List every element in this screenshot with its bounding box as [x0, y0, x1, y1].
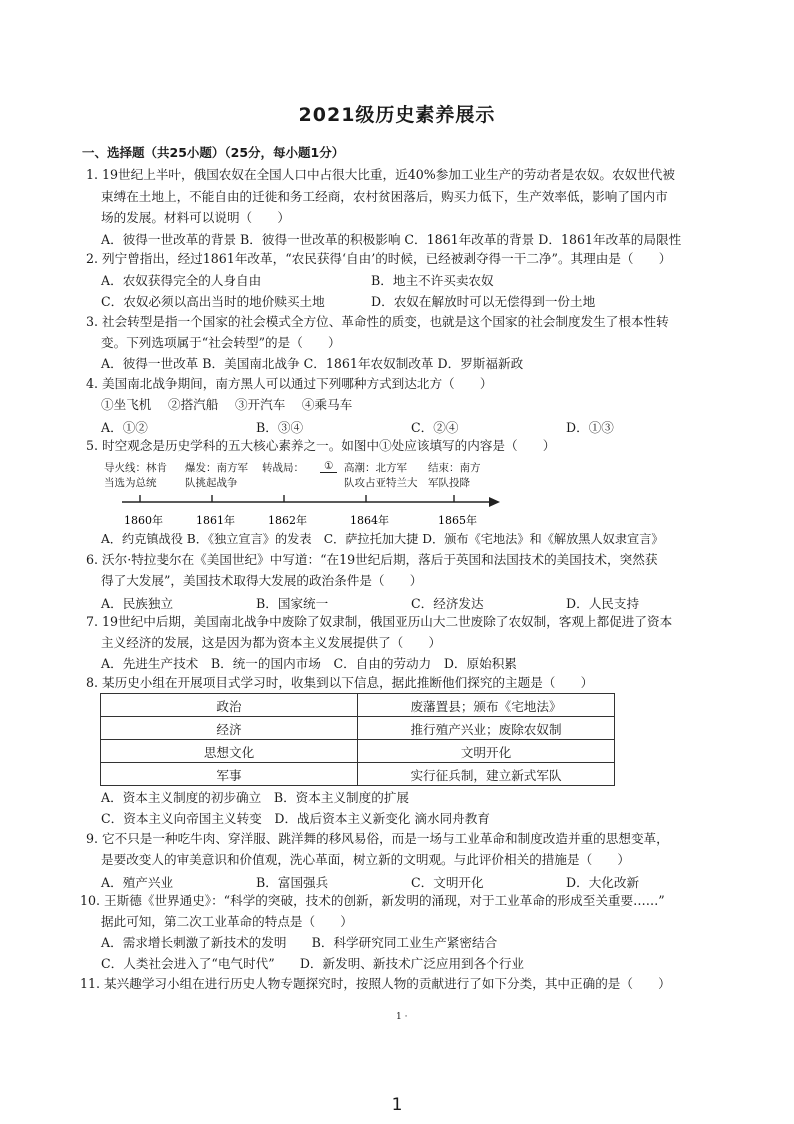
q2-stem: 2. 列宁曾指出，经过1861年改革，“农民获得‘自由’的时候，已经被剥夺得一干二净”。其理由是（ ） — [86, 251, 672, 266]
q6-stem-line2: 得了大发展”，美国技术取得大发展的政治条件是（ ） — [101, 573, 423, 588]
q9-option-a: A．殖产兴业 — [101, 875, 174, 890]
q4-options — [101, 417, 721, 436]
q6-stem-line1: 6. 沃尔·特拉斐尔在《美国世纪》中写道：“在19世纪后期，落后于英国和法国技术的美国技术，突然获 — [86, 552, 658, 567]
q3-stem-line1: 3. 社会转型是指一个国家的社会模式全方位、革命性的质变，也就是这个国家的社会制度发生了根本性转 — [86, 314, 669, 329]
q1-stem-line2: 束缚在土地上，不能自由的迁徙和务工经商，农村贫困落后，购买力低下，生产效率低，影响了国内市 — [101, 189, 668, 204]
q1-stem-line3: 场的发展。材料可以说明（ ） — [101, 210, 290, 225]
q7-stem-line1: 7. 19世纪中后期，美国南北战争中废除了奴隶制，俄国亚历山大二世废除了农奴制，客观上都促进了资本 — [86, 614, 673, 629]
table-row — [101, 694, 615, 717]
q7-options: A．先进生产技术 B．统一的国内市场 C．自由的劳动力 D．原始积累 — [101, 656, 517, 671]
timeline-label-1865-top: 结束：南方 — [428, 462, 481, 474]
q2-option-a: A．农奴获得完全的人身自由 — [101, 273, 262, 288]
timeline-year-1860: 1860年 — [124, 514, 163, 527]
table-row — [101, 740, 615, 763]
q1-options: A．彼得一世改革的背景 B．彼得一世改革的积极影响 C．1861年改革的背景 D．1861年改革的局限性 — [101, 232, 682, 247]
timeline-label-1864-bottom: 队攻占亚特兰大 — [344, 477, 418, 489]
q6-option-c: C．经济发达 — [411, 596, 484, 611]
q9-stem-line1: 9. 它不只是一种吃牛肉、穿洋服、跳洋舞的移风易俗，而是一场与工业革命和制度改造并重的思想变革， — [86, 831, 669, 846]
q8-stem: 8. 某历史小组在开展项目式学习时，收集到以下信息，据此推断他们探究的主题是（ ） — [86, 675, 594, 690]
q4-choices: ①坐飞机 ②搭汽船 ③开汽车 ④乘马车 — [101, 397, 353, 412]
timeline-label-1862: 转战局： — [262, 462, 304, 474]
table-cell: 经济 — [101, 717, 358, 740]
q4-option-b: B．③④ — [256, 420, 304, 435]
timeline-year-1865: 1865年 — [438, 514, 477, 527]
q5-options: A．约克镇战役 B．《独立宣言》的发表 C．萨拉托加大捷 D．颁布《宅地法》和《解放黑人奴隶宣言》 — [101, 532, 664, 546]
table-cell: 思想文化 — [101, 740, 358, 763]
q6-option-d: D．人民支持 — [566, 596, 640, 611]
q2-option-b: B．地主不许买卖农奴 — [371, 273, 494, 288]
q4-stem: 4. 美国南北战争期间，南方黑人可以通过下列哪种方式到达北方（ ） — [86, 376, 493, 391]
q9-options — [101, 872, 721, 891]
q6-option-a: A．民族独立 — [101, 596, 174, 611]
q10-stem-line2: 据此可知，第二次工业革命的特点是（ ） — [101, 914, 353, 929]
q10-stem-line1: 10. 王斯德《世界通史》：“科学的突破，技术的创新，新发明的涌现，对于工业革命的形成至关重要……” — [80, 893, 665, 908]
timeline-label-1860-top: 导火线：林肯 — [104, 462, 167, 474]
table-cell: 文明开化 — [358, 740, 615, 763]
q9-option-d: D．大化改新 — [566, 875, 640, 890]
timeline-label-1860-bottom: 当选为总统 — [104, 477, 157, 489]
section-heading: 一、选择题（共25小题）（25分，每小题1分） — [82, 145, 345, 160]
table-cell: 推行殖产兴业；废除农奴制 — [358, 717, 615, 740]
table-cell: 政治 — [101, 694, 358, 717]
timeline-label-1864-top: 高潮：北方军 — [344, 462, 407, 474]
q11-stem: 11. 某兴趣学习小组在进行历史人物专题探究时，按照人物的贡献进行了如下分类，其中正确的是（ ） — [80, 976, 671, 991]
page-number: 1 — [391, 1095, 403, 1115]
q10-options-ab: A．需求增长刺激了新技术的发明 B．科学研究同工业生产紧密结合 — [101, 935, 498, 950]
timeline-year-1862: 1862年 — [268, 514, 307, 527]
page-mini-number: 1 · — [396, 1012, 408, 1022]
q4-option-a: A．①② — [101, 420, 148, 435]
table-cell: 废藩置县；颁布《宅地法》 — [358, 694, 615, 717]
q2-option-d: D．农奴在解放时可以无偿得到一份土地 — [371, 294, 596, 309]
q6-options — [101, 593, 721, 612]
page-title: 2021级历史素养展示 — [298, 104, 496, 126]
timeline-label-1865-bottom: 军队投降 — [428, 477, 470, 489]
table-row — [101, 717, 615, 740]
q2-option-c: C．农奴必须以高出当时的地价赎买土地 — [101, 294, 325, 309]
q9-option-c: C．文明开化 — [411, 875, 484, 890]
q5-stem: 5. 时空观念是历史学科的五大核心素养之一。如图中①处应该填写的内容是（ ） — [86, 438, 556, 453]
timeline-diagram — [104, 458, 504, 538]
q9-option-b: B．富国强兵 — [256, 875, 329, 890]
q6-option-b: B．国家统一 — [256, 596, 329, 611]
q8-info-table — [100, 693, 615, 786]
q1-stem-line1: 1. 19世纪上半叶，俄国农奴在全国人口中占很大比重，近40%参加工业生产的劳动者是农奴。农奴世代被 — [86, 167, 675, 182]
table-cell: 军事 — [101, 763, 358, 786]
timeline-blank-1: ① — [320, 460, 337, 473]
timeline-year-1861: 1861年 — [196, 514, 235, 527]
timeline-label-1861-bottom: 队挑起战争 — [185, 477, 238, 489]
q8-options-ab: A．资本主义制度的初步确立 B．资本主义制度的扩展 — [101, 790, 410, 805]
table-row — [101, 763, 615, 786]
timeline-year-1864: 1864年 — [350, 514, 389, 527]
q10-options-cd: C．人类社会进入了“电气时代” D．新发明、新技术广泛应用到各个行业 — [101, 956, 525, 971]
q3-stem-line2: 变。下列选项属于“社会转型”的是（ ） — [101, 335, 341, 350]
table-cell: 实行征兵制，建立新式军队 — [358, 763, 615, 786]
q3-options: A．彼得一世改革 B．美国南北战争 C．1861年农奴制改革 D．罗斯福新政 — [101, 356, 524, 371]
timeline-label-1861-top: 爆发：南方军 — [185, 462, 248, 474]
q7-stem-line2: 主义经济的发展，这是因为都为资本主义发展提供了（ ） — [101, 635, 442, 650]
q4-option-c: C．②④ — [411, 420, 459, 435]
q9-stem-line2: 是要改变人的审美意识和价值观，洗心革面，树立新的文明观。与此评价相关的措施是（ ） — [101, 852, 630, 867]
timeline-arrow — [489, 497, 500, 507]
q4-option-d: D．①③ — [566, 420, 614, 435]
q8-options-cd: C．资本主义向帝国主义转变 D．战后资本主义新变化 滴水同舟教育 — [101, 811, 490, 826]
